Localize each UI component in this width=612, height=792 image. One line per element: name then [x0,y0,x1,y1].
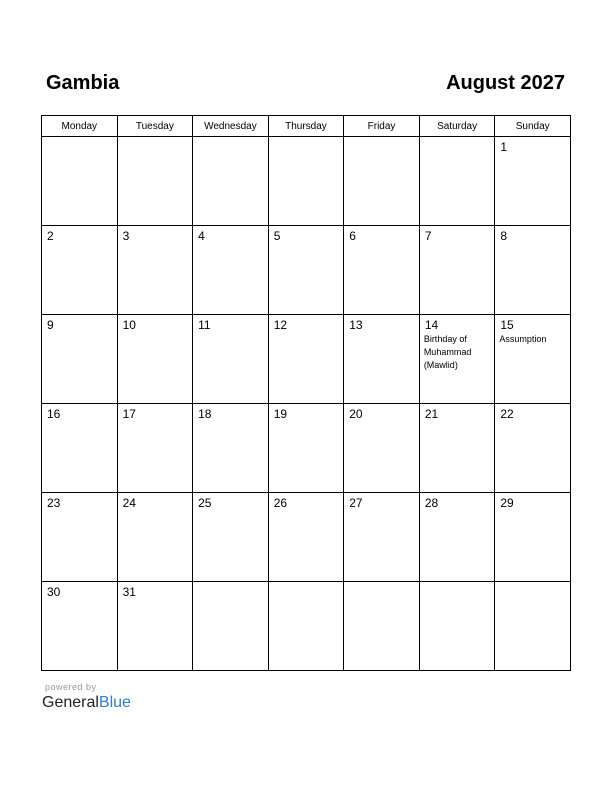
month-year-title: August 2027 [446,72,565,94]
weekday-header: Saturday [419,116,495,137]
day-cell [42,582,118,671]
day-cell [42,226,118,315]
weekday-header: Tuesday [117,116,193,137]
day-number: 28 [424,496,439,510]
empty-day-cell [419,137,495,226]
empty-day-cell [193,137,269,226]
day-number: 6 [349,229,356,243]
day-cell [495,404,571,493]
day-cell [117,315,193,404]
day-cell [495,137,571,226]
country-title: Gambia [46,72,120,94]
empty-day-cell [268,582,344,671]
day-cell [495,493,571,582]
day-number: 27 [349,496,363,510]
day-number: 21 [424,407,439,421]
week-row [42,493,571,582]
day-number: 7 [424,229,432,243]
day-cell [344,493,420,582]
weekday-header: Thursday [268,116,344,137]
holiday-label: Assumption [499,334,547,344]
day-number: 3 [122,229,130,243]
powered-by-label: powered by [45,682,97,692]
day-cell [193,404,269,493]
day-number: 31 [122,585,136,599]
day-cell [268,404,344,493]
day-number: 13 [349,318,363,332]
day-number: 14 [424,318,439,332]
brand-text-blue: Blue [98,694,131,711]
day-number: 8 [500,229,508,243]
calendar-grid [41,115,571,671]
day-cell [268,493,344,582]
day-cell [193,493,269,582]
weekday-header: Sunday [495,116,571,137]
day-number: 12 [273,318,288,332]
day-cell [193,315,269,404]
day-number: 11 [198,318,211,332]
day-number: 15 [500,318,514,332]
day-cell [117,404,193,493]
day-number: 17 [122,407,136,421]
day-number: 20 [349,407,363,421]
day-cell [419,315,495,404]
holiday-label: Birthday of Muhammad (Mawlid) [423,334,472,370]
day-number: 29 [500,496,514,510]
day-cell [193,226,269,315]
empty-day-cell [268,137,344,226]
day-cell [42,315,118,404]
empty-day-cell [344,137,420,226]
day-cell [495,226,571,315]
empty-day-cell [344,582,420,671]
day-cell [495,315,571,404]
day-number: 30 [47,585,61,599]
week-row [42,226,571,315]
day-cell [344,404,420,493]
day-cell [268,226,344,315]
day-cell [268,315,344,404]
day-number: 18 [198,407,212,421]
empty-day-cell [419,582,495,671]
weekday-header: Friday [344,116,420,137]
weekday-header-row [42,116,571,137]
week-row [42,315,571,404]
week-row [42,404,571,493]
day-number: 5 [273,229,281,243]
generalblue-logo[interactable] [42,694,131,712]
day-number: 25 [198,496,212,510]
week-row [42,137,571,226]
day-cell [419,404,495,493]
empty-day-cell [42,137,118,226]
day-cell [419,493,495,582]
day-cell [117,582,193,671]
day-cell [344,315,420,404]
day-number: 1 [500,140,508,154]
day-cell [42,404,118,493]
day-cell [117,493,193,582]
day-number: 10 [122,318,136,332]
brand-text-general: General [42,694,99,711]
day-number: 2 [47,229,54,243]
day-cell [117,226,193,315]
day-number: 26 [273,496,288,510]
day-cell [419,226,495,315]
day-number: 22 [500,407,514,421]
day-number: 23 [47,496,61,510]
day-cell [344,226,420,315]
day-number: 24 [122,496,136,510]
day-number: 9 [47,318,54,332]
empty-day-cell [495,582,571,671]
empty-day-cell [193,582,269,671]
weekday-header: Monday [42,116,118,137]
empty-day-cell [117,137,193,226]
weekday-header: Wednesday [193,116,269,137]
day-cell [42,493,118,582]
week-row [42,582,571,671]
day-number: 16 [47,407,61,421]
day-number: 4 [198,229,205,243]
day-number: 19 [273,407,288,421]
